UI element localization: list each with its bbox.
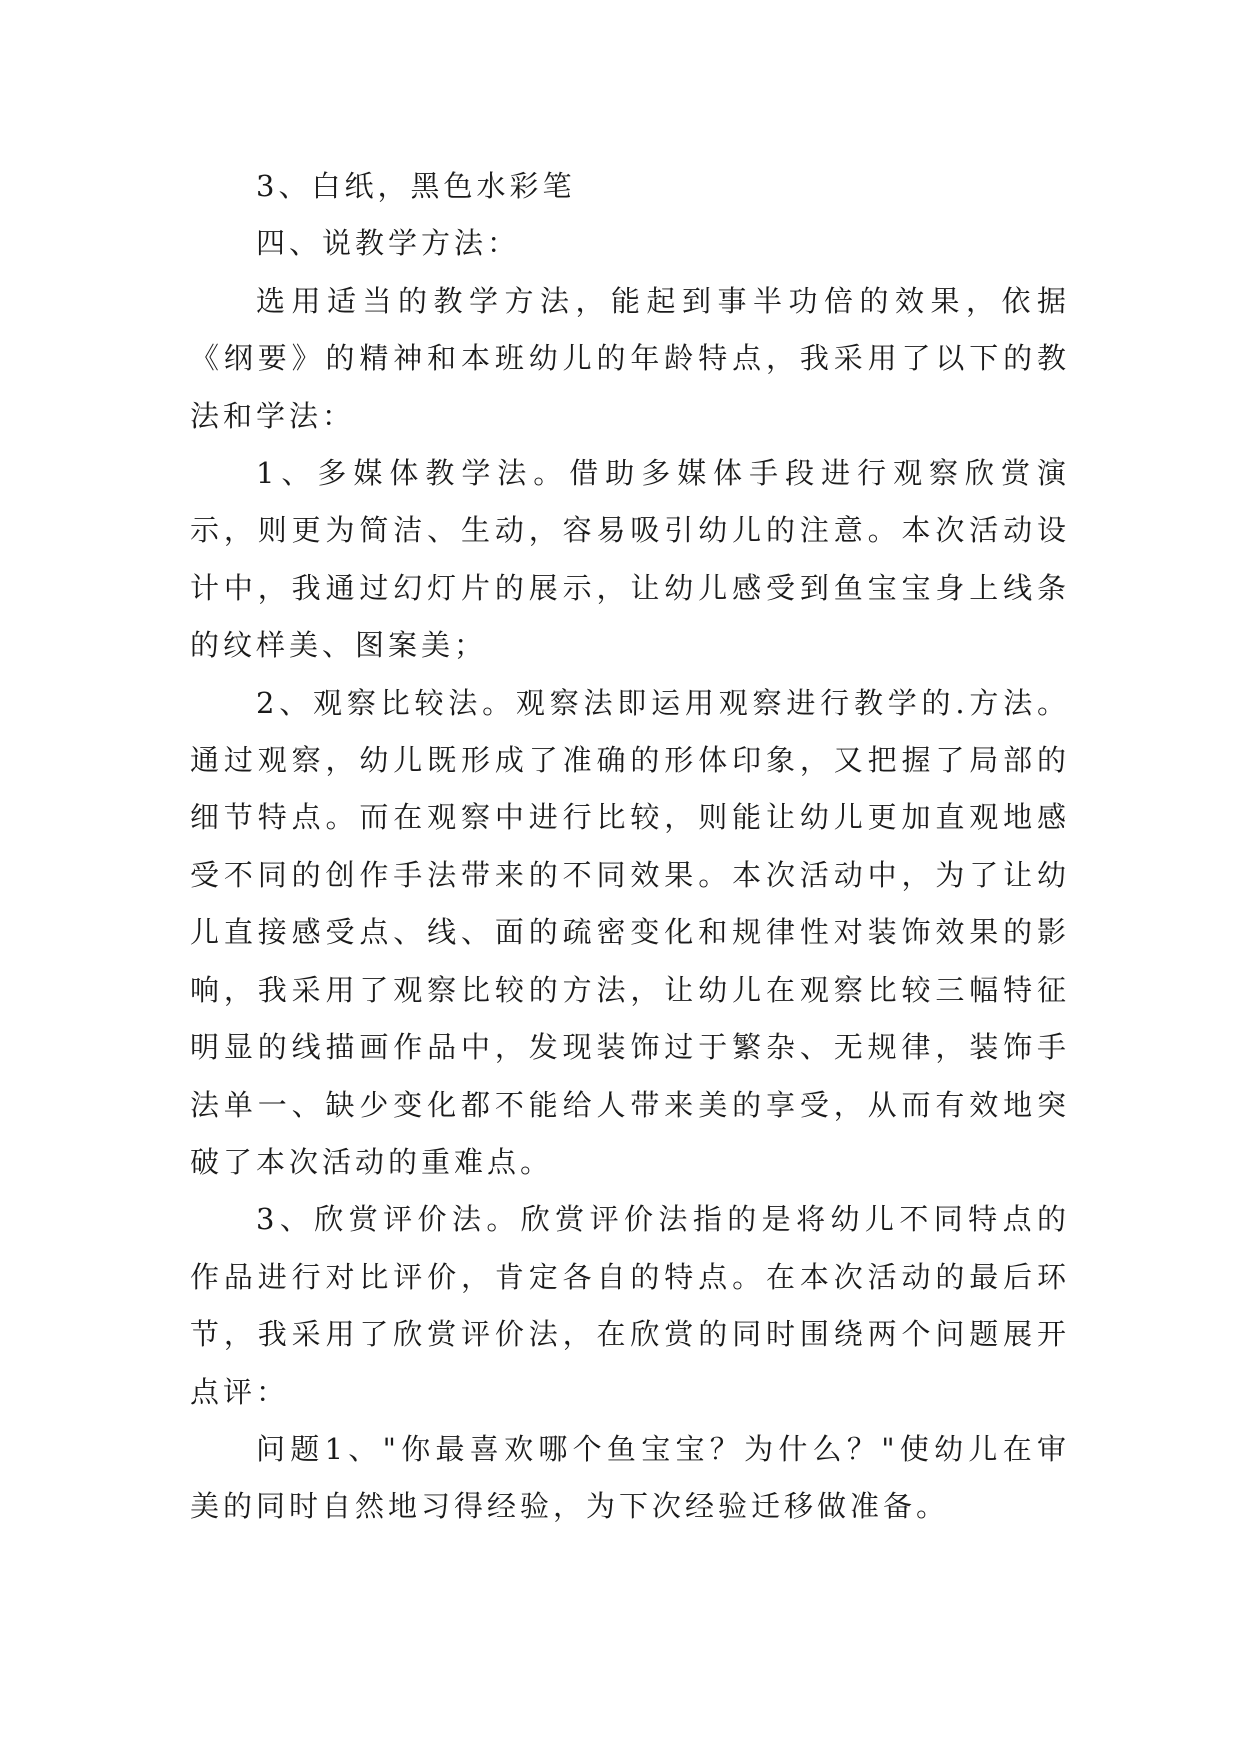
paragraph-method-appreciation: 3、欣赏评价法。欣赏评价法指的是将幼儿不同特点的作品进行对比评价，肯定各自的特点。在本次活动的最后环节，我采用了欣赏评价法，在欣赏的同时围绕两个问题展开点评： — [190, 1202, 1070, 1409]
document-body — [190, 158, 1070, 1536]
paragraph-question-1: 问题1、"你最喜欢哪个鱼宝宝？为什么？"使幼儿在审美的同时自然地习得经验，为下次经验迁移做准备。 — [190, 1431, 1070, 1524]
paragraph-method-multimedia: 1、多媒体教学法。借助多媒体手段进行观察欣赏演示，则更为简洁、生动，容易吸引幼儿的注意。本次活动设计中，我通过幻灯片的展示，让幼儿感受到鱼宝宝身上线条的纹样美、图案美； — [190, 456, 1070, 663]
paragraph-materials-item-3: 3、白纸，黑色水彩笔 — [256, 169, 576, 203]
paragraph-methods-intro: 选用适当的教学方法，能起到事半功倍的效果，依据《纲要》的精神和本班幼儿的年龄特点，我采用了以下的教法和学法： — [190, 283, 1070, 433]
section-heading-teaching-methods: 四、说教学方法： — [256, 226, 521, 261]
paragraph-method-observation: 2、观察比较法。观察法即运用观察进行教学的.方法。通过观察，幼儿既形成了准确的形体印象，又把握了局部的细节特点。而在观察中进行比较，则能让幼儿更加直观地感受不同的创作手法带来的不同效果。本次活动中，为了让幼儿直接感受点、线、面的疏密变化和规律性对装饰效果的影响，我采用了观察比较的方法，让幼儿在观察比较三幅特征明显的线描画作品中，发现装饰过于繁杂、无规律，装饰手法单一、缺少变化都不能给人带来美的享受，从而有效地突破了本次活动的重难点。 — [190, 685, 1070, 1179]
